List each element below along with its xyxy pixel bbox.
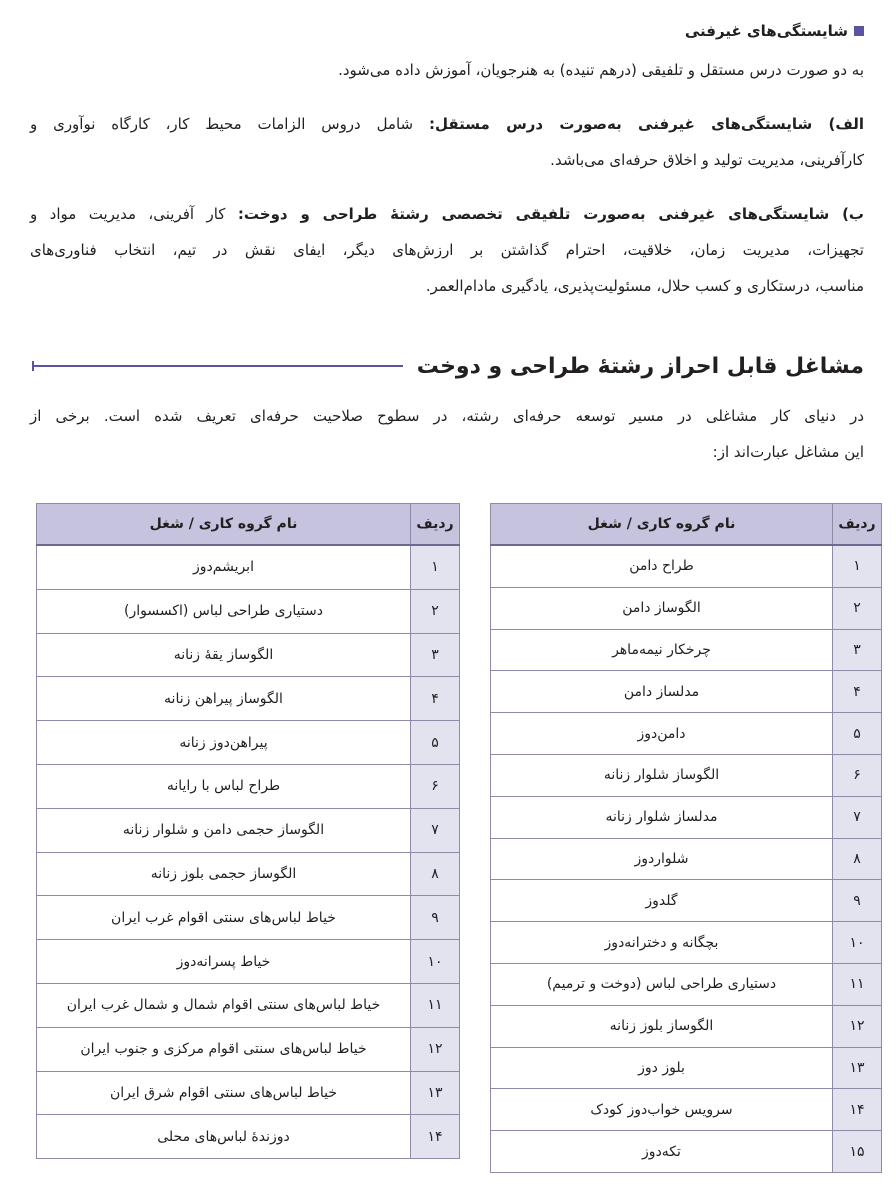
job-name: خیاط لباس‌های سنتی اقوام شمال و شمال غرب ایران: [37, 983, 411, 1027]
row-number: ۲: [411, 589, 460, 633]
column-header-job-name: نام گروه کاری / شغل: [491, 504, 833, 546]
table-row: [491, 1005, 882, 1047]
para-a-line-2: کارآفرینی، مدیریت تولید و اخلاق حرفه‌ای می‌باشد.: [550, 151, 864, 169]
column-header-row-number: ردیف: [411, 504, 460, 546]
job-name: الگوساز پیراهن زنانه: [37, 677, 411, 721]
row-number: ۱۳: [833, 1047, 882, 1089]
table-row: [491, 671, 882, 713]
job-name: مدلساز دامن: [491, 671, 833, 713]
skills-para-b: [30, 196, 864, 304]
job-name: بلوز دوز: [491, 1047, 833, 1089]
table-row: [491, 545, 882, 587]
row-number: ۱۵: [833, 1131, 882, 1173]
jobs-intro-line-1: در دنیای کار مشاغلی در مسیر توسعه حرفه‌ای رشته، در سطوح صلاحیت حرفه‌ای تعریف شده است. برخی از: [30, 407, 864, 425]
skills-intro-text: به دو صورت درس مستقل و تلفیقی (درهم تنیده) به هنرجویان، آموزش داده می‌شود.: [338, 61, 864, 79]
para-b-line-1: [30, 196, 864, 232]
job-name: طراح دامن: [491, 545, 833, 587]
skills-heading-text: شایستگی‌های غیرفنی: [684, 22, 848, 40]
row-number: ۴: [833, 671, 882, 713]
table-row: [491, 1089, 882, 1131]
table-row: [37, 1115, 460, 1159]
row-number: ۳: [411, 633, 460, 677]
job-name: دامن‌دوز: [491, 713, 833, 755]
row-number: ۱۲: [833, 1005, 882, 1047]
table-row: [491, 713, 882, 755]
para-b-line-2: تجهیزات، مدیریت زمان، خلاقیت، احترام گذاشتن بر ارزش‌های دیگر، ایفای نقش در تیم، انتخاب فناوری‌های: [30, 241, 864, 259]
table-row: [491, 754, 882, 796]
square-bullet-icon: [854, 26, 864, 36]
job-name: دوزندهٔ لباس‌های محلی: [37, 1115, 411, 1159]
job-name: خیاط پسرانه‌دوز: [37, 940, 411, 984]
column-header-job-name: نام گروه کاری / شغل: [37, 504, 411, 546]
jobs-intro-line-2: این مشاغل عبارت‌اند از:: [712, 443, 864, 461]
table-row: [37, 633, 460, 677]
jobs-table-left: [36, 503, 460, 1159]
table-row: [491, 838, 882, 880]
table-row: [491, 587, 882, 629]
row-number: ۹: [411, 896, 460, 940]
row-number: ۷: [833, 796, 882, 838]
job-name: الگوساز شلوار زنانه: [491, 754, 833, 796]
skills-heading: [685, 22, 864, 40]
row-number: ۵: [833, 713, 882, 755]
table-row: [37, 677, 460, 721]
job-name: خیاط لباس‌های سنتی اقوام غرب ایران: [37, 896, 411, 940]
job-name: دستیاری طراحی لباس (اکسسوار): [37, 589, 411, 633]
para-a-bold: الف) شایستگی‌های غیرفنی به‌صورت درس مستقل:: [428, 115, 864, 133]
job-name: پیراهن‌دوز زنانه: [37, 721, 411, 765]
row-number: ۱۳: [411, 1071, 460, 1115]
row-number: ۶: [833, 754, 882, 796]
row-number: ۸: [411, 852, 460, 896]
table-row: [37, 896, 460, 940]
job-name: ابریشم‌دوز: [37, 545, 411, 589]
row-number: ۱۱: [833, 963, 882, 1005]
row-number: ۵: [411, 721, 460, 765]
row-number: ۱: [833, 545, 882, 587]
job-name: سرویس خواب‌دوز کودک: [491, 1089, 833, 1131]
job-name: الگوساز حجمی دامن و شلوار زنانه: [37, 808, 411, 852]
row-number: ۱۴: [411, 1115, 460, 1159]
skills-para-a: [30, 106, 864, 178]
table-row: [37, 940, 460, 984]
job-name: مدلساز شلوار زنانه: [491, 796, 833, 838]
row-number: ۱۰: [833, 922, 882, 964]
job-name: دستیاری طراحی لباس (دوخت و ترمیم): [491, 963, 833, 1005]
job-name: تکه‌دوز: [491, 1131, 833, 1173]
job-name: شلواردوز: [491, 838, 833, 880]
job-name: طراح لباس با رایانه: [37, 764, 411, 808]
row-number: ۴: [411, 677, 460, 721]
row-number: ۱۱: [411, 983, 460, 1027]
table-row: [491, 880, 882, 922]
table-row: [37, 808, 460, 852]
table-header-row: [37, 504, 460, 546]
table-row: [37, 764, 460, 808]
jobs-table-right: [490, 503, 882, 1173]
row-number: ۱۰: [411, 940, 460, 984]
job-name: الگوساز بلوز زنانه: [491, 1005, 833, 1047]
job-name: بچگانه و دخترانه‌دوز: [491, 922, 833, 964]
para-a-line-1: [30, 106, 864, 142]
table-row: [37, 589, 460, 633]
job-name: خیاط لباس‌های سنتی اقوام شرق ایران: [37, 1071, 411, 1115]
section-divider: [32, 365, 403, 367]
row-number: ۹: [833, 880, 882, 922]
row-number: ۸: [833, 838, 882, 880]
table-row: [491, 922, 882, 964]
jobs-section-title: مشاغل قابل احراز رشتهٔ طراحی و دوخت: [416, 353, 864, 379]
job-name: الگوساز حجمی بلوز زنانه: [37, 852, 411, 896]
job-name: خیاط لباس‌های سنتی اقوام مرکزی و جنوب ایران: [37, 1027, 411, 1071]
table-row: [37, 1027, 460, 1071]
para-b-text-1: کار آفرینی، مدیریت مواد و: [30, 205, 226, 223]
table-row: [491, 1047, 882, 1089]
skills-intro: [30, 52, 864, 88]
jobs-intro: [30, 398, 864, 470]
row-number: ۷: [411, 808, 460, 852]
table-row: [37, 852, 460, 896]
table-header-row: [491, 504, 882, 546]
row-number: ۲: [833, 587, 882, 629]
job-name: گلدوز: [491, 880, 833, 922]
para-b-bold: ب) شایستگی‌های غیرفنی به‌صورت تلفیقی تخصصی رشتهٔ طراحی و دوخت:: [237, 205, 864, 223]
table-row: [491, 1131, 882, 1173]
table-row: [491, 963, 882, 1005]
para-a-text-1: شامل دروس الزامات محیط کار، کارگاه نوآوری و: [30, 115, 414, 133]
table-row: [491, 629, 882, 671]
column-header-row-number: ردیف: [833, 504, 882, 546]
row-number: ۳: [833, 629, 882, 671]
table-row: [491, 796, 882, 838]
jobs-section-header: [32, 346, 864, 386]
table-row: [37, 545, 460, 589]
job-name: چرخکار نیمه‌ماهر: [491, 629, 833, 671]
row-number: ۶: [411, 764, 460, 808]
row-number: ۱۴: [833, 1089, 882, 1131]
job-name: الگوساز یقهٔ زنانه: [37, 633, 411, 677]
job-name: الگوساز دامن: [491, 587, 833, 629]
table-row: [37, 721, 460, 765]
table-row: [37, 1071, 460, 1115]
table-row: [37, 983, 460, 1027]
row-number: ۱: [411, 545, 460, 589]
row-number: ۱۲: [411, 1027, 460, 1071]
para-b-line-3: مناسب، درستکاری و کسب حلال، مسئولیت‌پذیری، یادگیری مادام‌العمر.: [425, 277, 864, 295]
